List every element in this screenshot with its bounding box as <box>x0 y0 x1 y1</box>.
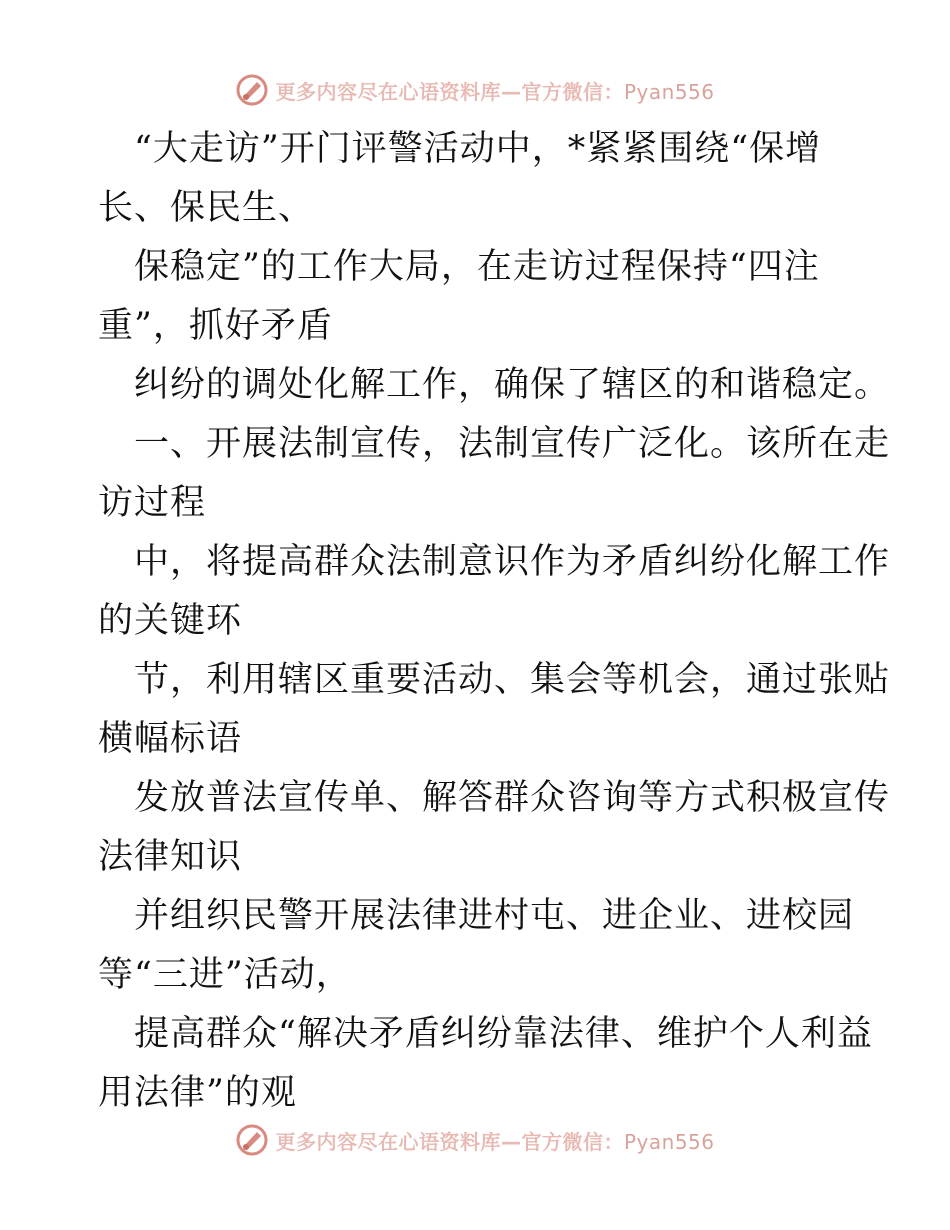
paragraph-line: 中，将提高群众法制意识作为矛盾纠纷化解工作 <box>134 542 891 582</box>
watermark-text: 更多内容尽在心语资料库—官方微信：Pyan556 <box>275 79 715 104</box>
paragraph-line: 并组织民警开展法律进村屯、进企业、进校园 <box>134 896 855 936</box>
document-body <box>98 120 891 1123</box>
paragraph-line: 提高群众“解决矛盾纠纷靠法律、维护个人利益 <box>134 1014 873 1054</box>
header-watermark <box>0 70 950 110</box>
paragraph-line: 的关键环 <box>98 601 243 641</box>
paragraph-line: 用法律”的观 <box>98 1073 297 1113</box>
paragraph-line: 节，利用辖区重要活动、集会等机会，通过张贴 <box>134 660 891 700</box>
paragraph-line: 等“三进”活动， <box>98 955 352 995</box>
paragraph-line: 长、保民生、 <box>98 188 315 228</box>
paragraph-line: 法律知识 <box>98 837 243 877</box>
footer-watermark <box>0 1120 950 1160</box>
paragraph-line: 横幅标语 <box>98 719 243 759</box>
paragraph-line: 发放普法宣传单、解答群众咨询等方式积极宣传 <box>134 778 891 818</box>
paragraph-line: 一、开展法制宣传，法制宣传广泛化。该所在走 <box>134 424 891 464</box>
watermark-text: 更多内容尽在心语资料库—官方微信：Pyan556 <box>275 1129 715 1154</box>
paragraph-line: 纠纷的调处化解工作，确保了辖区的和谐稳定。 <box>134 365 891 405</box>
paragraph-line: 访过程 <box>98 483 207 523</box>
library-logo-icon <box>235 73 269 107</box>
paragraph-line: 重”，抓好矛盾 <box>98 306 333 346</box>
library-logo-icon <box>235 1123 269 1157</box>
paragraph-line: “大走访”开门评警活动中，*紧紧围绕“保增 <box>134 129 822 169</box>
paragraph-line: 保稳定”的工作大局，在走访过程保持“四注 <box>134 247 820 287</box>
